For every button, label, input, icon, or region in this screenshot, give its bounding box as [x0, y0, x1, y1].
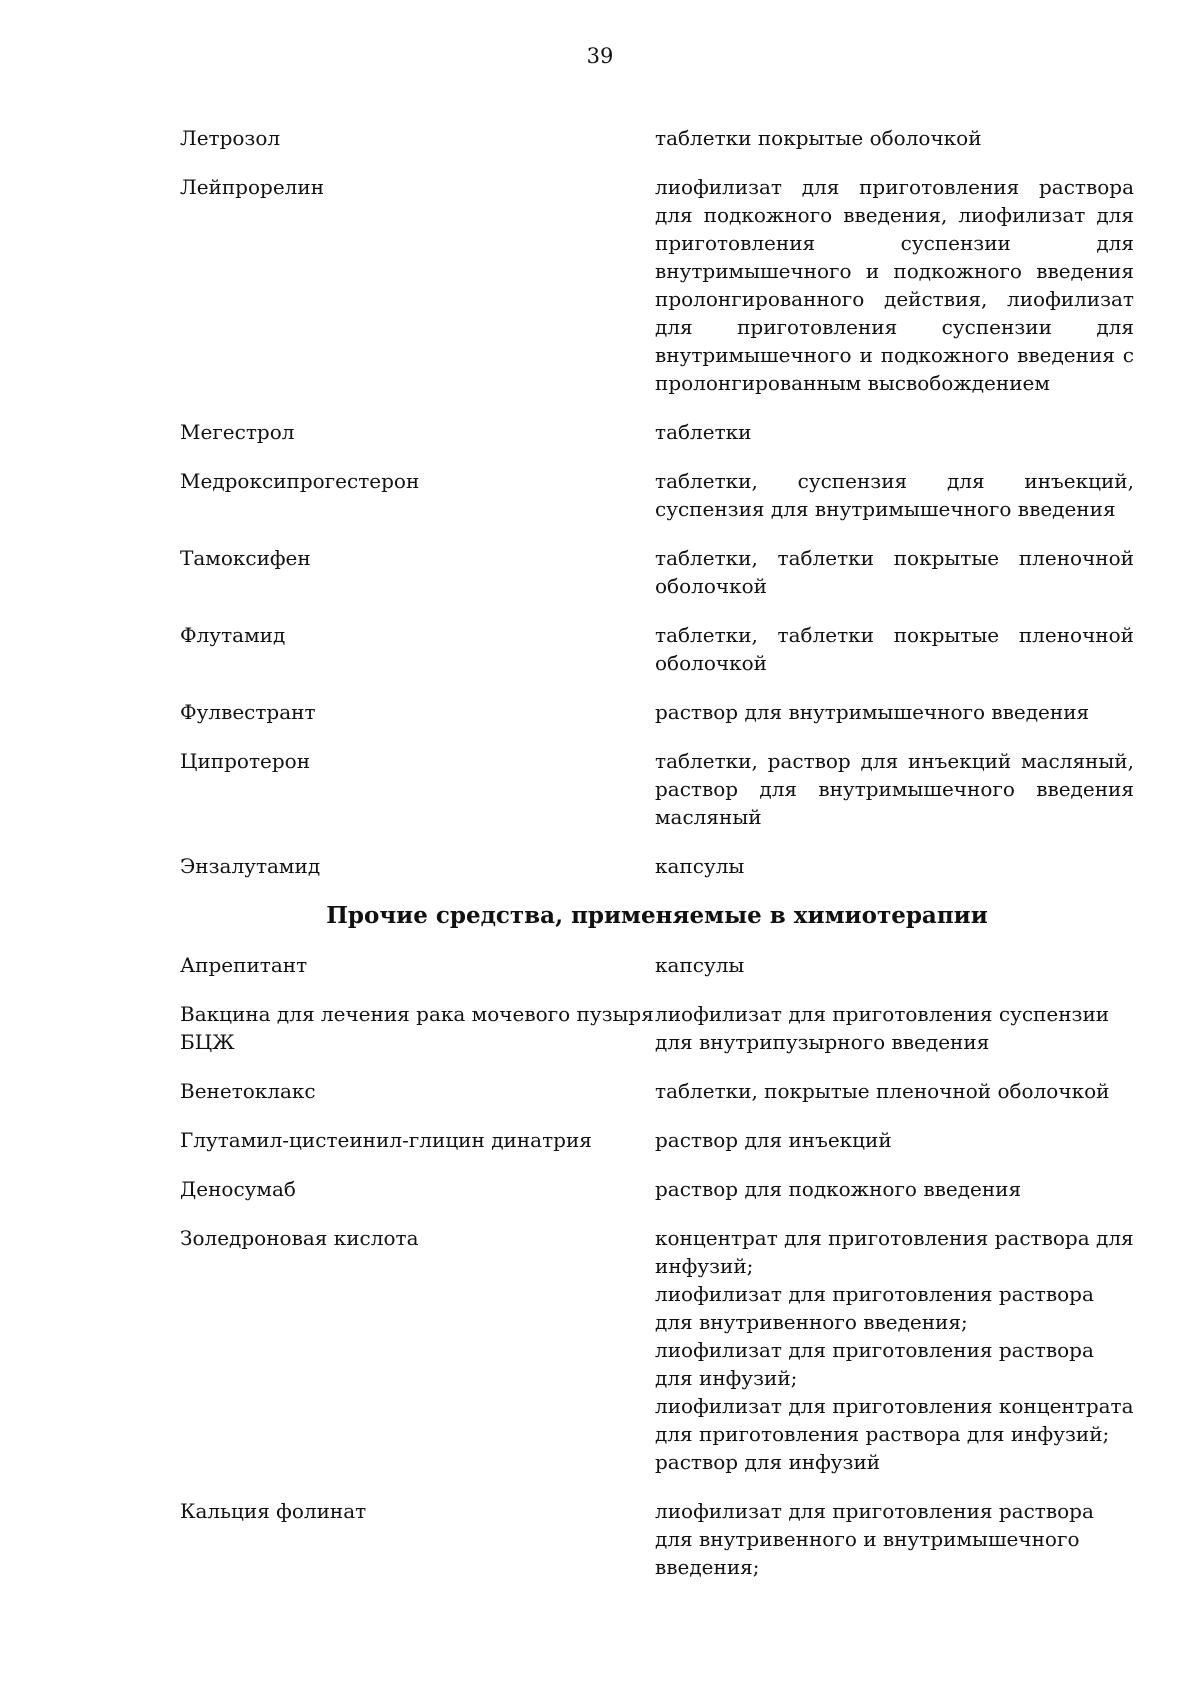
table-row: [180, 1224, 1134, 1476]
table-row: [180, 418, 1134, 446]
drug-name: Энзалутамид: [180, 854, 321, 878]
dosage-form: таблетки покрытые оболочкой: [655, 126, 982, 150]
table-row: [180, 951, 1134, 979]
drug-name: Венетоклакс: [180, 1079, 316, 1103]
table-row: [180, 467, 1134, 523]
drug-list: [180, 124, 1134, 1602]
drug-name: Медроксипрогестерон: [180, 469, 420, 493]
drug-name: Вакцина для лечения рака мочевого пузыря БЦЖ: [180, 1002, 654, 1054]
drug-name: Ципротерон: [180, 749, 311, 773]
table-row: [180, 173, 1134, 397]
drug-name: Лейпрорелин: [180, 175, 325, 199]
table-row: [180, 124, 1134, 152]
table-row: [180, 544, 1134, 600]
dosage-form: таблетки: [655, 420, 752, 444]
dosage-form-list: [655, 1224, 1134, 1476]
drug-name: Деносумаб: [180, 1177, 296, 1201]
dosage-form: концентрат для приготовления раствора для инфузий;: [655, 1226, 1134, 1278]
drug-name: Глутамил-цистеинил-глицин динатрия: [180, 1128, 592, 1152]
dosage-form: таблетки, покрытые пленочной оболочкой: [655, 1079, 1110, 1103]
dosage-form: таблетки, таблетки покрытые пленочной оболочкой: [655, 546, 1134, 598]
drug-name: Мегестрол: [180, 420, 295, 444]
drug-name: Апрепитант: [180, 953, 308, 977]
dosage-form: таблетки, суспензия для инъекций, суспензия для внутримышечного введения: [655, 469, 1134, 521]
dosage-form: лиофилизат для приготовления концентрата для приготовления раствора для инфузий;: [655, 1394, 1134, 1446]
table-row: [180, 852, 1134, 880]
drug-name: Летрозол: [180, 126, 281, 150]
dosage-form: лиофилизат для приготовления раствора для внутривенного введения;: [655, 1282, 1094, 1334]
dosage-form: раствор для инфузий: [655, 1450, 881, 1474]
table-row: [180, 1126, 1134, 1154]
dosage-form: лиофилизат для приготовления суспензии для внутрипузырного введения: [655, 1002, 1110, 1054]
dosage-form: раствор для подкожного введения: [655, 1177, 1022, 1201]
table-row: [180, 747, 1134, 831]
table-row: [180, 1175, 1134, 1203]
drug-name: Кальция фолинат: [180, 1499, 367, 1523]
table-row: [180, 1497, 1134, 1581]
dosage-form: лиофилизат для приготовления раствора для подкожного введения, лиофилизат для приготовления суспензии для внутримышечного и подкожного введения пролонгированного действия, лиофилизат для приготовления суспензии для внутримышечного и подкожного введения с пролонгированным высвобождением: [655, 175, 1134, 395]
table-row: [180, 698, 1134, 726]
dosage-form: лиофилизат для приготовления раствора для инфузий;: [655, 1338, 1094, 1390]
dosage-form: капсулы: [655, 953, 745, 977]
table-row: [180, 1000, 1134, 1056]
dosage-form: капсулы: [655, 854, 745, 878]
table-row: [180, 1077, 1134, 1105]
drug-name: Флутамид: [180, 623, 286, 647]
page-number: 39: [586, 44, 614, 68]
drug-name: Золедроновая кислота: [180, 1226, 419, 1250]
dosage-form: таблетки, таблетки покрытые пленочной оболочкой: [655, 623, 1134, 675]
dosage-form: лиофилизат для приготовления раствора для внутривенного и внутримышечного введения;: [655, 1499, 1094, 1579]
dosage-form-list: [655, 1497, 1134, 1581]
dosage-form: таблетки, раствор для инъекций масляный, раствор для внутримышечного введения масляный: [655, 749, 1134, 829]
dosage-form: раствор для инъекций: [655, 1128, 892, 1152]
table-row: [180, 621, 1134, 677]
section-heading: Прочие средства, применяемые в химиотерапии: [326, 902, 988, 929]
drug-name: Тамоксифен: [180, 546, 311, 570]
dosage-form: раствор для внутримышечного введения: [655, 700, 1090, 724]
drug-name: Фулвестрант: [180, 700, 316, 724]
